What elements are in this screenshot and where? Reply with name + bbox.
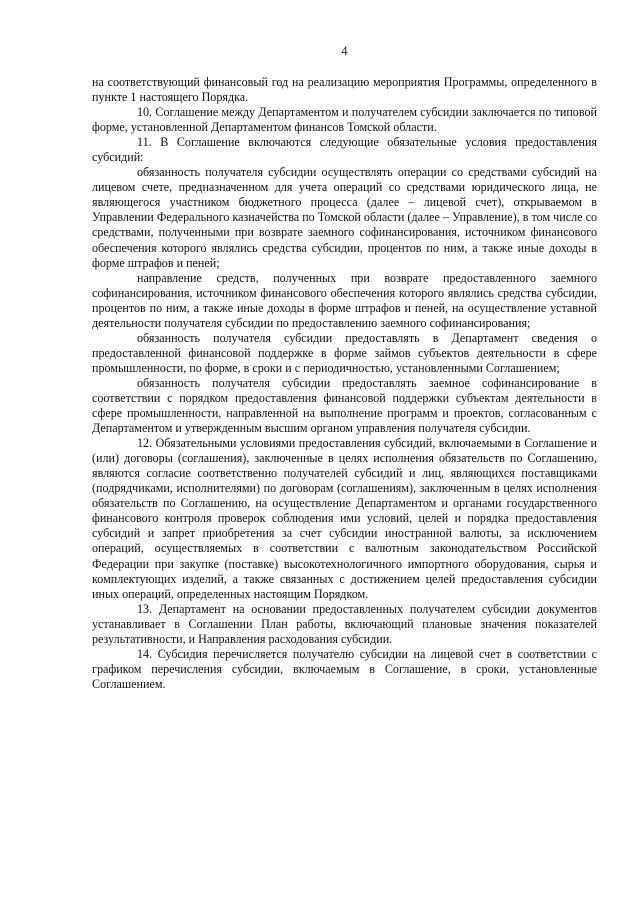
paragraph-continuation: на соответствующий финансовый год на реализацию мероприятия Программы, определенного в пункте 1 настоящего Порядка. — [92, 75, 597, 105]
paragraph-item-14: 14. Субсидия перечисляется получателю субсидии на лицевой счет в соответствии с графиком перечисления субсидии, включаемым в Соглашение, в сроки, установленные Соглашением. — [92, 646, 597, 691]
paragraph-condition-cofinancing: обязанность получателя субсидии предоставлять заемное софинансирование в соответствии с порядком предоставления финансовой поддержки субъектам деятельности в сфере промышленности, направленной на выполнение программ и проектов, согласованным с Департаментом и утвержденным высшим органом управления получателя субсидии. — [92, 375, 597, 436]
paragraph-item-12: 12. Обязательными условиями предоставления субсидий, включаемыми в Соглашение и (или) договоры (соглашения), заключенные в целях исполнения обязательств по Соглашению, являются согласие соответственно получателей субсидий и лиц, являющихся поставщиками (подрядчиками, исполнителями) по договорам (соглашениям), заключенным в целях исполнения обязательств по Соглашению, на осуществление Департаментом и органами государственного финансового контроля проверок соблюдения ими условий, целей и порядка предоставления субсидий и запрет приобретения за счет субсидии иностранной валюты, за исключением операций, осуществляемых в соответствии с валютным законодательством Российской Федерации при закупке (поставке) высокотехнологичного импортного оборудования, сырья и комплектующих изделий, а также связанных с достижением целей предоставления субсидии иных операций, определенных настоящим Порядком. — [92, 436, 597, 601]
paragraph-condition-funds-direction: направление средств, полученных при возврате предоставленного заемного софинансирования, источником финансового обеспечения которого являлись средства субсидии, процентов по ним, а также иные доходы в форме штрафов и пеней, на осуществление уставной деятельности получателя субсидии по предоставлению заемного софинансирования; — [92, 270, 597, 330]
page-number: 4 — [341, 44, 348, 58]
document-page — [92, 44, 597, 692]
paragraph-item-13: 13. Департамент на основании предоставленных получателем субсидии документов устанавливает в Соглашении План работы, включающий плановые значения показателей результативности, и Направления расходования субсидии. — [92, 601, 597, 646]
paragraph-item-10: 10. Соглашение между Департаментом и получателем субсидии заключается по типовой форме, установленной Департаментом финансов Томской области. — [92, 105, 597, 135]
paragraph-condition-reporting: обязанность получателя субсидии предоставлять в Департамент сведения о предоставленной финансовой поддержке в форме займов субъектов деятельности в сфере промышленности, по форме, в сроки и с периодичностью, установленными Соглашением; — [92, 330, 597, 375]
paragraph-item-11: 11. В Соглашение включаются следующие обязательные условия предоставления субсидий: — [92, 135, 597, 165]
paragraph-condition-account: обязанность получателя субсидии осуществлять операции со средствами субсидий на лицевом счете, предназначенном для учета операций со средствами юридического лица, не являющегося участником бюджетного процесса (далее – лицевой счет), открываемом в Управлении Федерального казначейства по Томской области (далее – Управление), в том числе со средствами, полученными при возврате заемного софинансирования, источником финансового обеспечения которого являлись средства субсидии, процентов по ним, а также иные доходы в форме штрафов и пеней; — [92, 165, 597, 270]
